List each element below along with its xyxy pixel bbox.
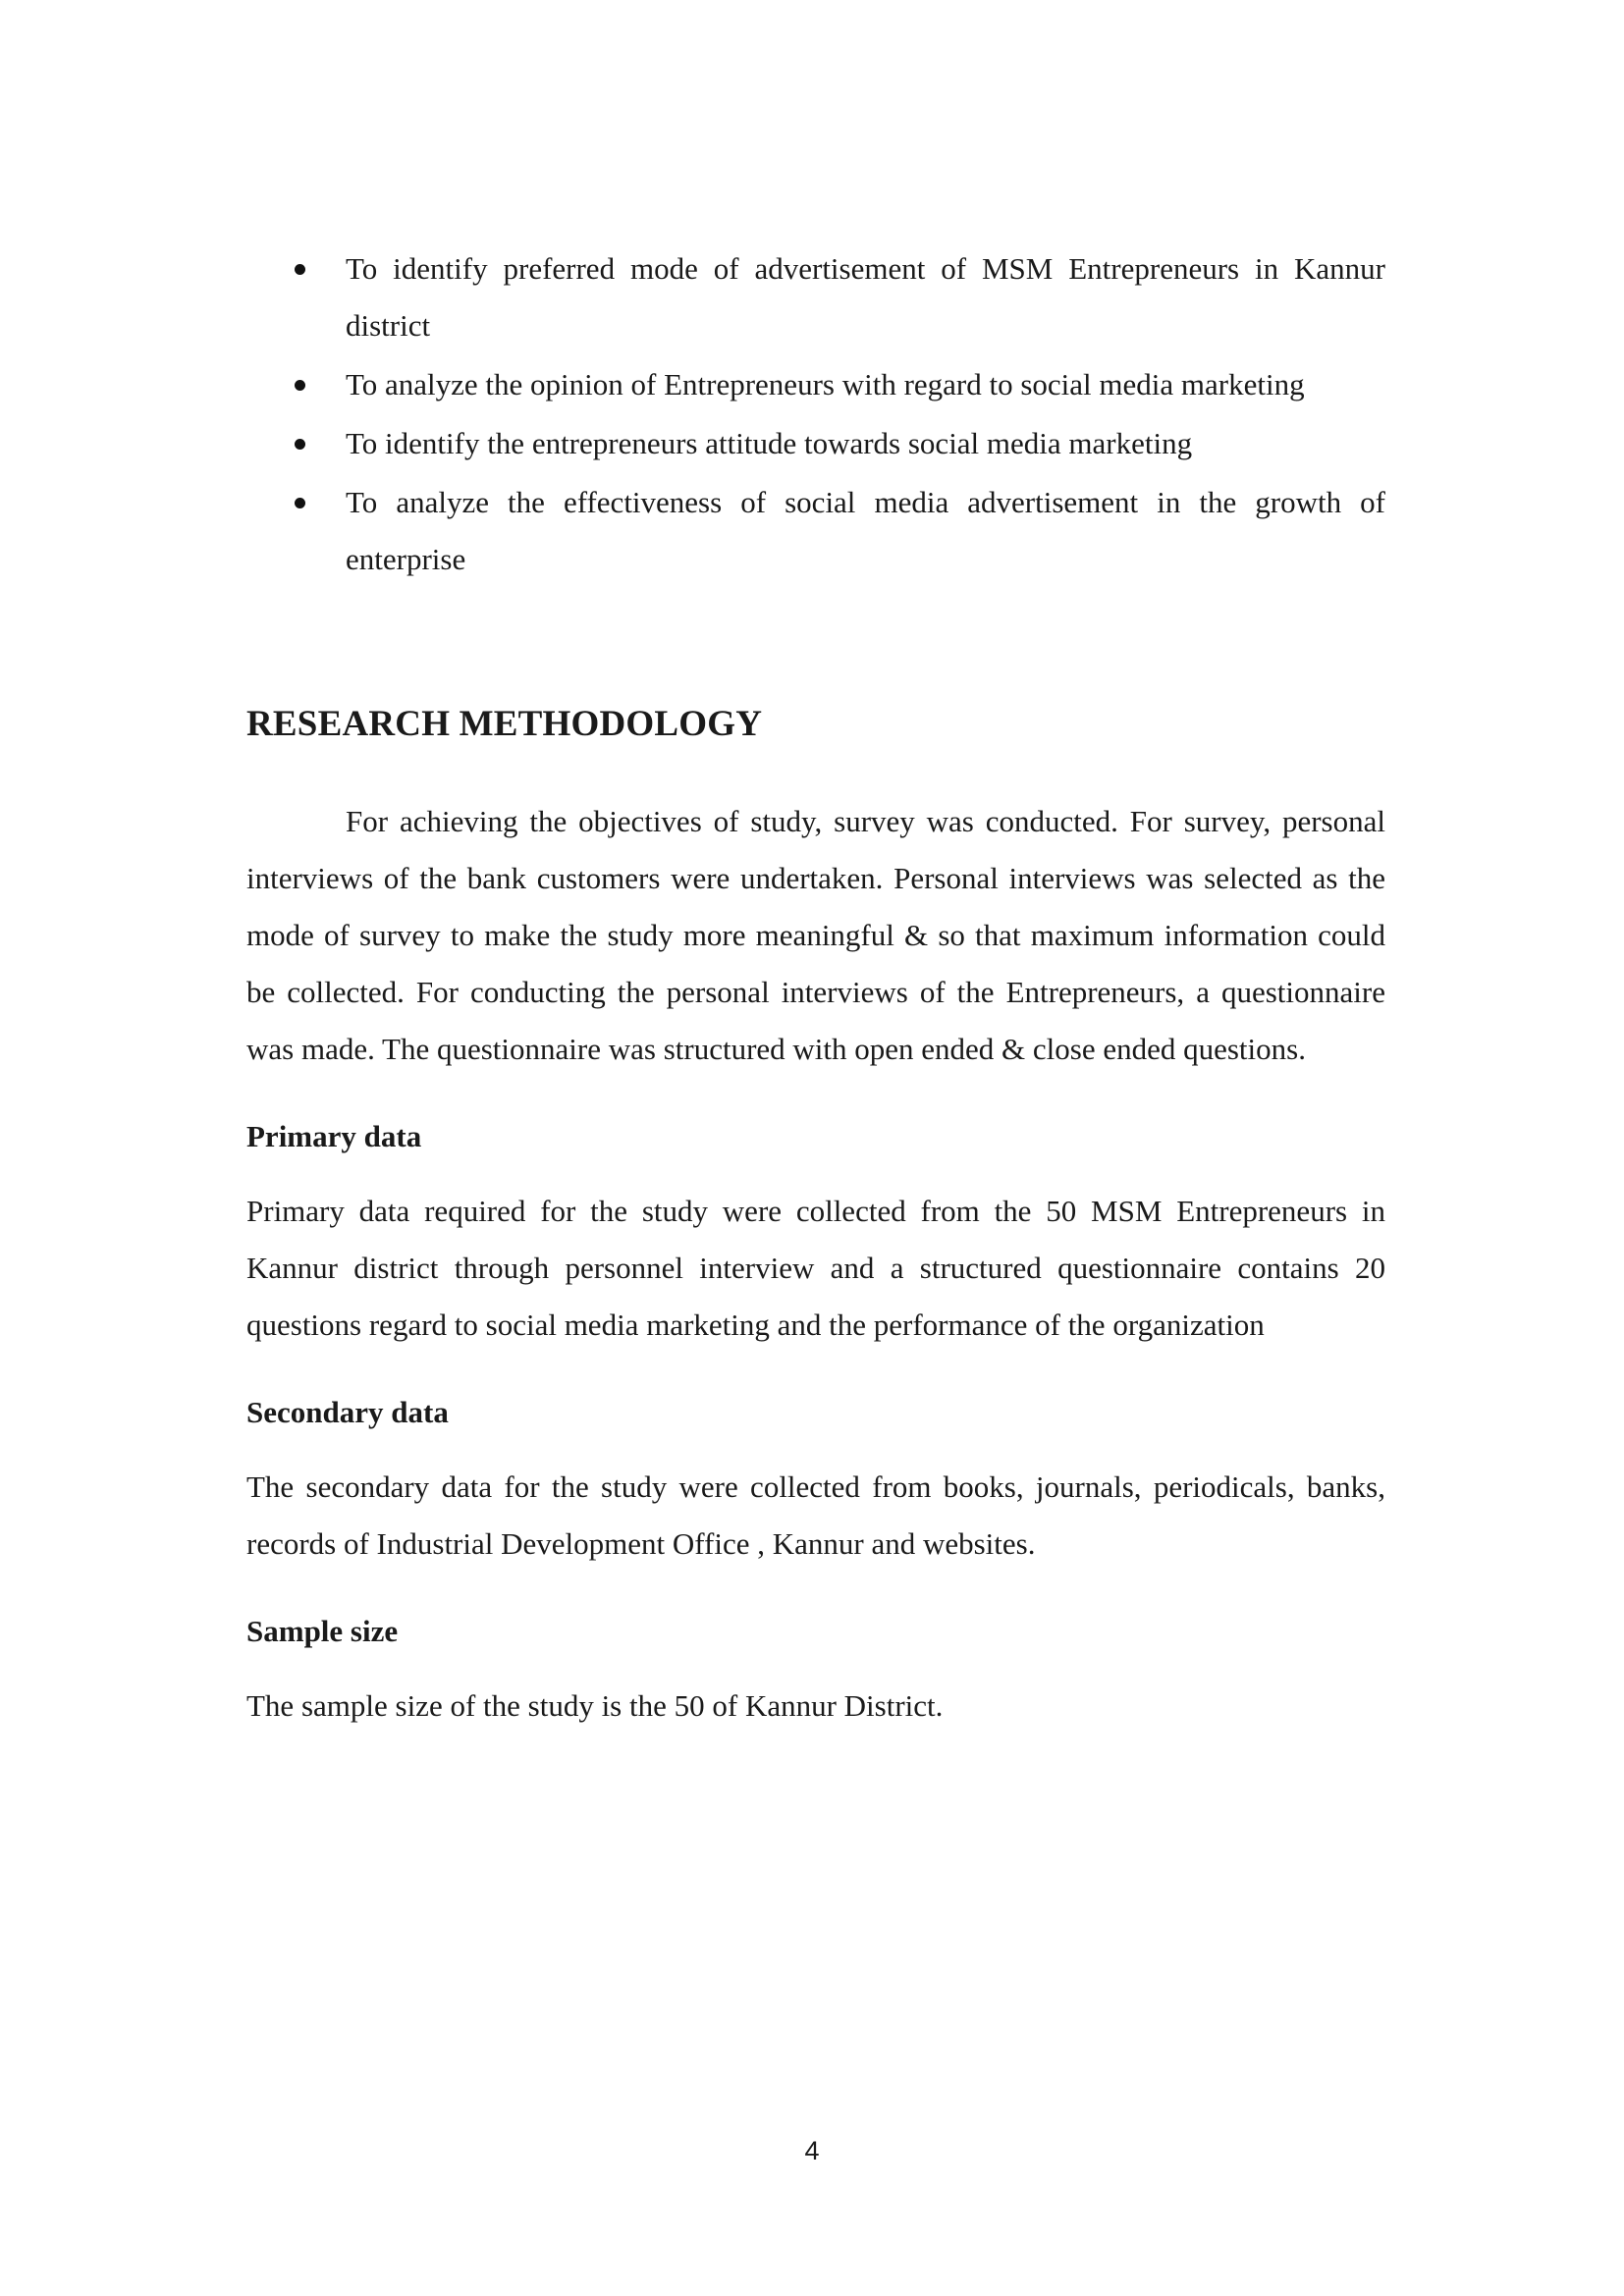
page-content bbox=[246, 240, 1385, 1735]
sample-size-heading: Sample size bbox=[246, 1614, 399, 1648]
objective-text: To identify the entrepreneurs attitude towards social media marketing bbox=[346, 426, 1193, 460]
primary-data-paragraph: Primary data required for the study were collected from the 50 MSM Entrepreneurs in Kannur district through personnel interview and a structured questionnaire contains 20 questions regard to social media marketing and the performance of the organization bbox=[246, 1194, 1385, 1342]
bullet-icon bbox=[295, 380, 305, 391]
bullet-icon bbox=[295, 264, 305, 275]
section-title: RESEARCH METHODOLOGY bbox=[246, 704, 763, 744]
objective-text: To analyze the effectiveness of social media advertisement in the growth of enterprise bbox=[346, 485, 1385, 576]
methodology-paragraph: For achieving the objectives of study, survey was conducted. For survey, personal interviews of the bank customers were undertaken. Personal interviews was selected as the mode of survey to make the study more meaningful & so that maximum information could be collected. For conducting the personal interviews of the Entrepreneurs, a questionnaire was made. The questionnaire was structured with open ended & close ended questions. bbox=[246, 804, 1385, 1066]
bullet-icon bbox=[295, 498, 305, 508]
secondary-data-heading: Secondary data bbox=[246, 1395, 449, 1429]
list-item bbox=[246, 240, 1385, 354]
objective-text: To identify preferred mode of advertisement of MSM Entrepreneurs in Kannur district bbox=[346, 251, 1385, 343]
primary-data-heading: Primary data bbox=[246, 1119, 422, 1153]
bullet-icon bbox=[295, 439, 305, 450]
list-item bbox=[246, 474, 1385, 588]
objective-text: To analyze the opinion of Entrepreneurs with regard to social media marketing bbox=[346, 367, 1305, 401]
list-item bbox=[246, 356, 1385, 413]
list-item bbox=[246, 415, 1385, 472]
sample-size-paragraph: The sample size of the study is the 50 of Kannur District. bbox=[246, 1688, 944, 1723]
page-number: 4 bbox=[804, 2136, 820, 2165]
objectives-list bbox=[246, 240, 1385, 588]
secondary-data-paragraph: The secondary data for the study were collected from books, journals, periodicals, banks, records of Industrial Development Office , Kannur and websites. bbox=[246, 1469, 1385, 1561]
